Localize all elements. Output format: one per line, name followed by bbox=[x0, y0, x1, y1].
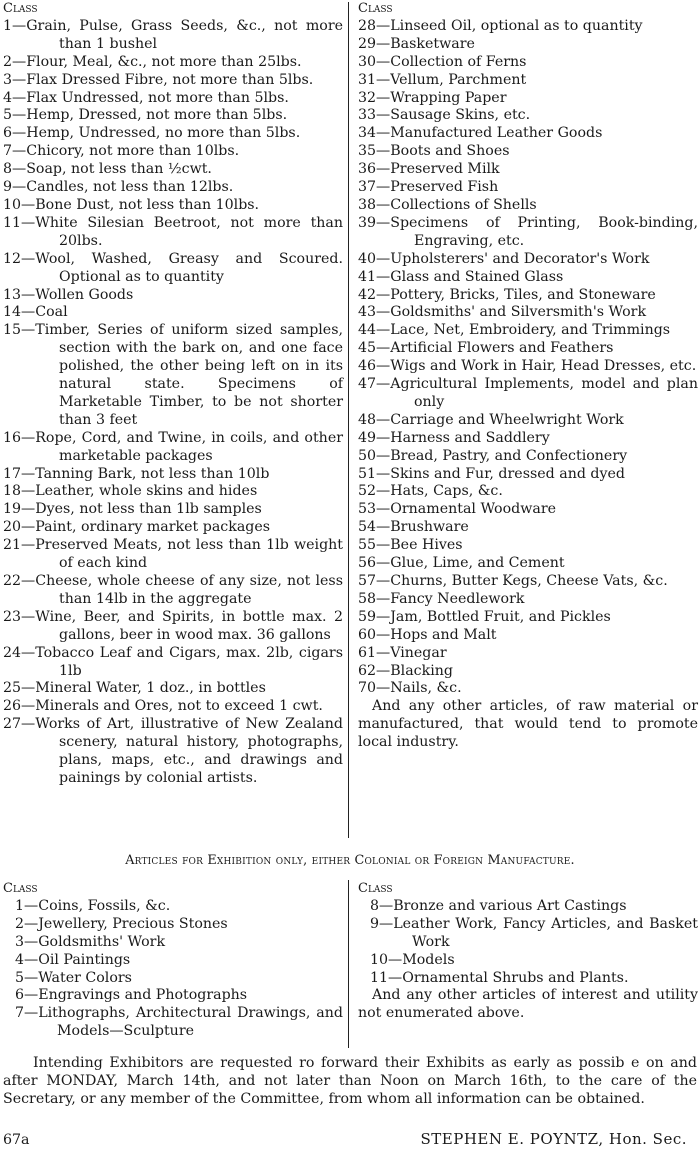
column-divider bbox=[348, 880, 349, 1048]
list-item: 33—Sausage Skins, etc. bbox=[358, 107, 531, 124]
list-item: 55—Bee Hives bbox=[358, 537, 463, 554]
list-item: 24—Tobacco Leaf and Cigars, max. 2lb, cigars 1lb bbox=[3, 644, 343, 679]
list-item: 47—Agricultural Implements, model and plan only bbox=[358, 376, 698, 410]
exhibit-left-list bbox=[3, 898, 343, 1041]
list-item: 18—Leather, whole skins and hides bbox=[3, 483, 258, 500]
list-item: 53—Ornamental Woodware bbox=[358, 501, 557, 518]
list-item: 5—Hemp, Dressed, not more than 5lbs. bbox=[3, 107, 288, 124]
list-item: 10—Models bbox=[370, 951, 455, 968]
list-item: 12—Wool, Washed, Greasy and Scoured. Optional as to quantity bbox=[3, 250, 343, 285]
list-item: 59—Jam, Bottled Fruit, and Pickles bbox=[358, 608, 611, 625]
list-item: 40—Upholsterers' and Decorator's Work bbox=[358, 250, 650, 267]
list-item: 34—Manufactured Leather Goods bbox=[358, 125, 603, 142]
list-item: 37—Preserved Fish bbox=[358, 179, 499, 196]
list-item: 9—Candles, not less than 12lbs. bbox=[3, 179, 234, 196]
list-item: 3—Flax Dressed Fibre, not more than 5lbs. bbox=[3, 71, 314, 88]
list-item: 11—White Silesian Beetroot, not more than 20lbs. bbox=[3, 214, 343, 249]
class-heading: Class bbox=[3, 1, 38, 16]
list-item: 27—Works of Art, illustrative of New Zealand scenery, natural history, photographs, plans, maps, etc., and drawings and painings by colonial artists. bbox=[3, 716, 343, 786]
list-item: 38—Collections of Shells bbox=[358, 196, 537, 213]
list-item: 9—Leather Work, Fancy Articles, and Basket Work bbox=[370, 915, 698, 950]
list-item: 17—Tanning Bark, not less than 10lb bbox=[3, 465, 270, 482]
list-item: 61—Vinegar bbox=[358, 644, 447, 661]
list-item: 10—Bone Dust, not less than 10lbs. bbox=[3, 196, 260, 213]
exhibitor-notice: Intending Exhibitors are requested ro forward their Exhibits as early as possib e on and after MONDAY, March 14th, and not later than Noon on March 16th, to the care of the Secretary, or any member of the Committee, from whom all information can be obtained. bbox=[3, 1055, 697, 1107]
list-item: 2—Flour, Meal, &c., not more than 25lbs. bbox=[3, 53, 302, 70]
list-item: 8—Bronze and various Art Castings bbox=[370, 897, 627, 914]
list-item: 5—Water Colors bbox=[15, 969, 132, 986]
list-item: 19—Dyes, not less than 1lb samples bbox=[3, 501, 262, 518]
class-heading: Class bbox=[358, 881, 393, 896]
list-item: 49—Harness and Saddlery bbox=[358, 429, 550, 446]
right-note: And any other articles, of raw material or manufactured, that would tend to promote local industry. bbox=[358, 698, 698, 751]
list-item: 7—Lithographs, Architectural Drawings, and Models—Sculpture bbox=[15, 1005, 343, 1040]
list-item: 11—Ornamental Shrubs and Plants. bbox=[370, 969, 629, 986]
list-item: 56—Glue, Lime, and Cement bbox=[358, 555, 565, 572]
list-item: 54—Brushware bbox=[358, 519, 469, 536]
list-item: 35—Boots and Shoes bbox=[358, 143, 510, 160]
class-heading: Class bbox=[358, 1, 393, 16]
list-item: 1—Coins, Fossils, &c. bbox=[15, 897, 171, 914]
list-item: 43—Goldsmiths' and Silversmith's Work bbox=[358, 304, 647, 321]
list-item: 13—Wollen Goods bbox=[3, 286, 134, 303]
left-item-list bbox=[3, 18, 343, 788]
exhibit-left-column bbox=[3, 880, 343, 1041]
list-item: 57—Churns, Butter Kegs, Cheese Vats, &c. bbox=[358, 573, 668, 589]
list-item: 2—Jewellery, Precious Stones bbox=[15, 915, 228, 932]
left-column bbox=[3, 0, 343, 788]
list-item: 46—Wigs and Work in Hair, Head Dresses, etc. bbox=[358, 358, 697, 375]
list-item: 6—Engravings and Photographs bbox=[15, 987, 248, 1004]
signature: STEPHEN E. POYNTZ, Hon. Sec. bbox=[420, 1130, 687, 1148]
list-item: 20—Paint, ordinary market packages bbox=[3, 519, 271, 536]
list-item: 15—Timber, Series of uniform sized samples, section with the bark on, and one face polished, the other being left on in its natural state. Specimens of Marketable Timber, to be not shorter than 3 feet bbox=[3, 322, 343, 428]
list-item: 8—Soap, not less than ½cwt. bbox=[3, 161, 212, 178]
list-item: 31—Vellum, Parchment bbox=[358, 71, 527, 88]
column-divider bbox=[348, 2, 349, 838]
list-item: 70—Nails, &c. bbox=[358, 680, 462, 697]
list-item: 26—Minerals and Ores, not to exceed 1 cwt. bbox=[3, 698, 323, 715]
list-item: 39—Specimens of Printing, Book-binding, Engraving, etc. bbox=[358, 214, 698, 249]
list-item: 4—Flax Undressed, not more than 5lbs. bbox=[3, 89, 289, 106]
list-item: 14—Coal bbox=[3, 304, 68, 321]
list-item: 41—Glass and Stained Glass bbox=[358, 268, 564, 285]
class-heading: Class bbox=[3, 881, 38, 896]
exhibit-right-column bbox=[358, 880, 698, 1023]
section-heading: Articles for Exhibition only, either Colonial or Foreign Manufacture. bbox=[125, 853, 575, 868]
exhibit-right-list bbox=[358, 898, 698, 988]
list-item: 21—Preserved Meats, not less than 1lb weight of each kind bbox=[3, 537, 343, 572]
list-item: 23—Wine, Beer, and Spirits, in bottle max. 2 gallons, beer in wood max. 36 gallons bbox=[3, 608, 343, 643]
list-item: 44—Lace, Net, Embroidery, and Trimmings bbox=[358, 322, 671, 339]
list-item: 50—Bread, Pastry, and Confectionery bbox=[358, 447, 628, 464]
list-item: 58—Fancy Needlework bbox=[358, 590, 525, 607]
list-item: 42—Pottery, Bricks, Tiles, and Stoneware bbox=[358, 286, 656, 303]
list-item: 52—Hats, Caps, &c. bbox=[358, 483, 503, 500]
list-item: 28—Linseed Oil, optional as to quantity bbox=[358, 17, 643, 34]
list-item: 48—Carriage and Wheelwright Work bbox=[358, 411, 624, 428]
list-item: 62—Blacking bbox=[358, 662, 453, 679]
list-item: 60—Hops and Malt bbox=[358, 626, 497, 643]
list-item: 6—Hemp, Undressed, no more than 5lbs. bbox=[3, 125, 301, 142]
list-item: 36—Preserved Milk bbox=[358, 161, 500, 178]
exhibit-note: And any other articles of interest and utility not enumerated above. bbox=[358, 987, 698, 1022]
right-item-list bbox=[358, 18, 698, 698]
list-item: 51—Skins and Fur, dressed and dyed bbox=[358, 465, 626, 482]
list-item: 7—Chicory, not more than 10lbs. bbox=[3, 143, 240, 160]
list-item: 45—Artificial Flowers and Feathers bbox=[358, 340, 614, 357]
list-item: 3—Goldsmiths' Work bbox=[15, 933, 166, 950]
list-item: 29—Basketware bbox=[358, 35, 475, 52]
list-item: 30—Collection of Ferns bbox=[358, 53, 527, 70]
list-item: 32—Wrapping Paper bbox=[358, 89, 507, 106]
list-item: 4—Oil Paintings bbox=[15, 951, 131, 968]
list-item: 16—Rope, Cord, and Twine, in coils, and other marketable packages bbox=[3, 429, 343, 464]
list-item: 25—Mineral Water, 1 doz., in bottles bbox=[3, 680, 266, 697]
right-column bbox=[358, 0, 698, 752]
list-item: 1—Grain, Pulse, Grass Seeds, &c., not more than 1 bushel bbox=[3, 17, 343, 52]
page-number: 67a bbox=[3, 1132, 30, 1148]
list-item: 22—Cheese, whole cheese of any size, not less than 14lb in the aggregate bbox=[3, 573, 343, 607]
